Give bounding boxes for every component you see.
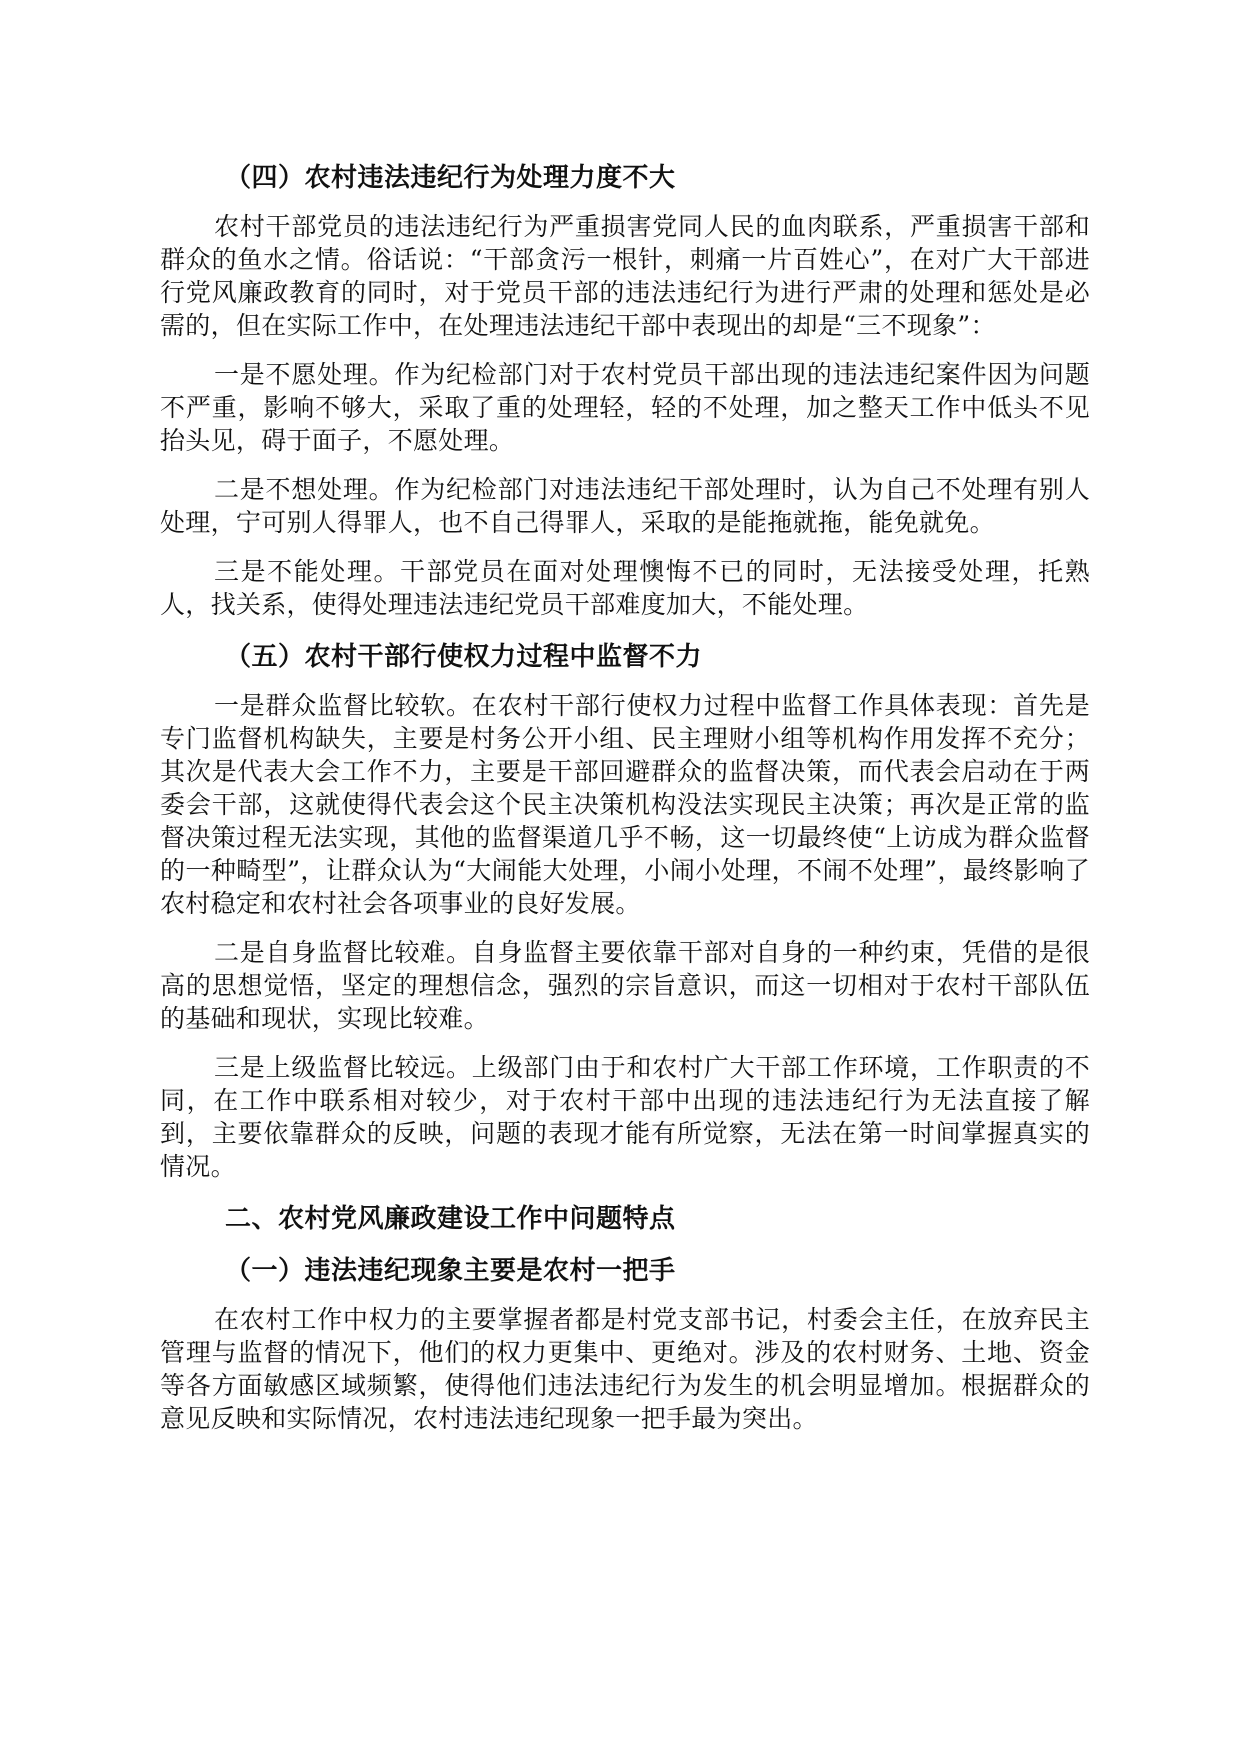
paragraph-not-wanting: 二是不想处理。作为纪检部门对违法违纪干部处理时，认为自己不处理有别人处理，宁可别人得罪人，也不自己得罪人，采取的是能拖就拖，能免就免。	[160, 475, 1090, 537]
heading-section-5: （五）农村干部行使权力过程中监督不力	[225, 642, 703, 672]
paragraph-top-leaders: 在农村工作中权力的主要掌握者都是村党支部书记，村委会主任，在放弃民主管理与监督的情况下，他们的权力更集中、更绝对。涉及的农村财务、土地、资金等各方面敏感区域频繁，使得他们违法违纪行为发生的机会明显增加。根据群众的意见反映和实际情况，农村违法违纪现象一把手最为突出。	[160, 1305, 1090, 1433]
heading-section-4: （四）农村违法违纪行为处理力度不大	[225, 163, 676, 193]
paragraph-superior-supervision: 三是上级监督比较远。上级部门由于和农村广大干部工作环境，工作职责的不同，在工作中联系相对较少，对于农村干部中出现的违法违纪行为无法直接了解到，主要依靠群众的反映，问题的表现才能有所觉察，无法在第一时间掌握真实的情况。	[160, 1053, 1090, 1181]
heading-part-2: 二、农村党风廉政建设工作中问题特点	[225, 1204, 676, 1234]
document-body	[160, 158, 1090, 1451]
paragraph-mass-supervision: 一是群众监督比较软。在农村干部行使权力过程中监督工作具体表现：首先是专门监督机构缺失，主要是村务公开小组、民主理财小组等机构作用发挥不充分；其次是代表大会工作不力，主要是干部回避群众的监督决策，而代表会启动在于两委会干部，这就使得代表会这个民主决策机构没法实现民主决策；再次是正常的监督决策过程无法实现，其他的监督渠道几乎不畅，这一切最终使“上访成为群众监督的一种畸型”，让群众认为“大闹能大处理，小闹小处理，不闹不处理”，最终影响了农村稳定和农村社会各项事业的良好发展。	[160, 691, 1090, 918]
paragraph-unwilling: 一是不愿处理。作为纪检部门对于农村党员干部出现的违法违纪案件因为问题不严重，影响不够大，采取了重的处理轻，轻的不处理，加之整天工作中低头不见抬头见，碍于面子，不愿处理。	[160, 360, 1090, 455]
heading-part-2-section-1: （一）违法违纪现象主要是农村一把手	[225, 1256, 676, 1286]
paragraph-self-supervision: 二是自身监督比较难。自身监督主要依靠干部对自身的一种约束，凭借的是很高的思想觉悟，坚定的理想信念，强烈的宗旨意识，而这一切相对于农村干部队伍的基础和现状，实现比较难。	[160, 938, 1090, 1033]
paragraph-section-4-intro: 农村干部党员的违法违纪行为严重损害党同人民的血肉联系，严重损害干部和群众的鱼水之情。俗话说：“干部贪污一根针，刺痛一片百姓心”，在对广大干部进行党风廉政教育的同时，对于党员干部的违法违纪行为进行严肃的处理和惩处是必需的，但在实际工作中，在处理违法违纪干部中表现出的却是“三不现象”：	[160, 212, 1090, 340]
paragraph-unable: 三是不能处理。干部党员在面对处理懊悔不已的同时，无法接受处理，托熟人，找关系，使得处理违法违纪党员干部难度加大，不能处理。	[160, 557, 1090, 619]
